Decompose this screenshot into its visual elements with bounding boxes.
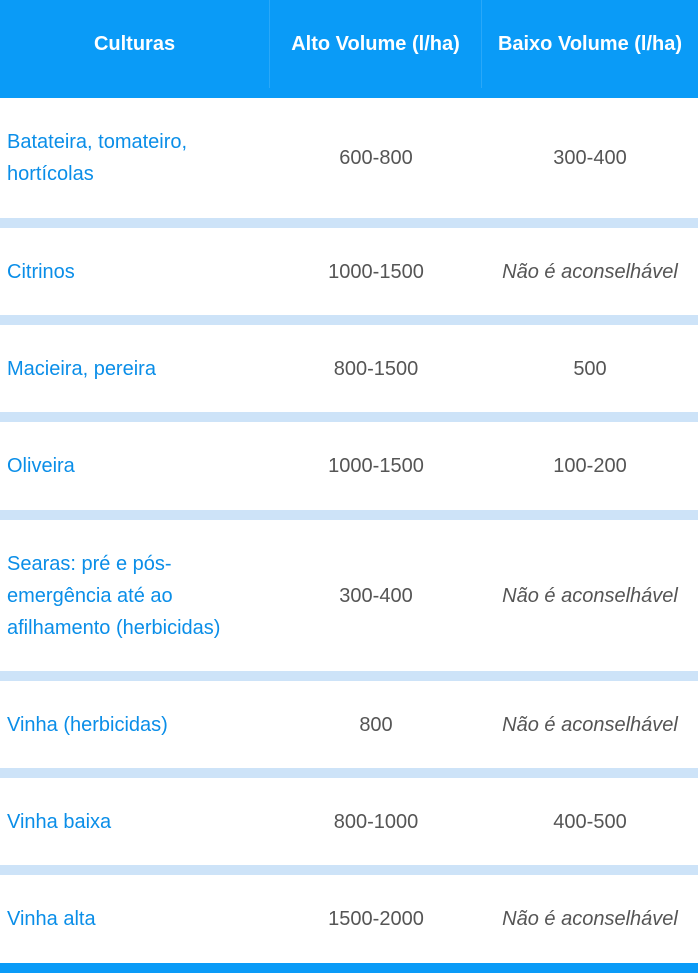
table-row bbox=[0, 778, 698, 865]
table-footer-bar bbox=[0, 963, 698, 973]
table-row bbox=[0, 325, 698, 412]
header-low-volume: Baixo Volume (l/ha) bbox=[497, 32, 683, 55]
high-volume-value: 1500-2000 bbox=[328, 908, 424, 930]
high-volume-value: 1000-1500 bbox=[328, 455, 424, 477]
table-row bbox=[0, 520, 698, 671]
high-volume-value: 800-1500 bbox=[333, 357, 419, 380]
table-row bbox=[0, 98, 698, 218]
low-volume-value: Não é aconselhável bbox=[502, 908, 678, 930]
table-row bbox=[0, 875, 698, 963]
crop-name: Oliveira bbox=[7, 455, 75, 477]
low-volume-value: Não é aconselhável bbox=[502, 260, 678, 283]
low-volume-value: 500 bbox=[573, 357, 607, 380]
crop-name: Vinha alta bbox=[7, 908, 96, 930]
high-volume-value: 800 bbox=[359, 713, 393, 736]
low-volume-value: 100-200 bbox=[553, 455, 627, 477]
low-volume-value: 400-500 bbox=[553, 810, 627, 833]
high-volume-value: 600-800 bbox=[339, 147, 413, 169]
crop-name: Vinha baixa bbox=[7, 810, 112, 833]
header-crops: Culturas bbox=[0, 0, 270, 88]
crop-name: Citrinos bbox=[7, 260, 75, 283]
low-volume-value: Não é aconselhável bbox=[502, 713, 678, 736]
high-volume-value: 800-1000 bbox=[333, 810, 419, 833]
table-row bbox=[0, 681, 698, 768]
low-volume-value: 300-400 bbox=[553, 147, 627, 169]
crop-name: Macieira, pereira bbox=[7, 357, 156, 380]
low-volume-value: Não é aconselhável bbox=[502, 584, 678, 607]
table-row bbox=[0, 228, 698, 315]
crop-name: Searas: pré e pós-emergência até ao afilhamento (herbicidas) bbox=[7, 552, 221, 639]
header-high-volume: Alto Volume (l/ha) bbox=[270, 0, 482, 88]
high-volume-value: 1000-1500 bbox=[328, 260, 424, 283]
crop-name: Batateira, tomateiro, hortícolas bbox=[7, 131, 188, 185]
crop-name: Vinha (herbicidas) bbox=[7, 713, 168, 736]
table-header bbox=[0, 0, 698, 98]
high-volume-value: 300-400 bbox=[339, 584, 413, 607]
table-row bbox=[0, 422, 698, 510]
